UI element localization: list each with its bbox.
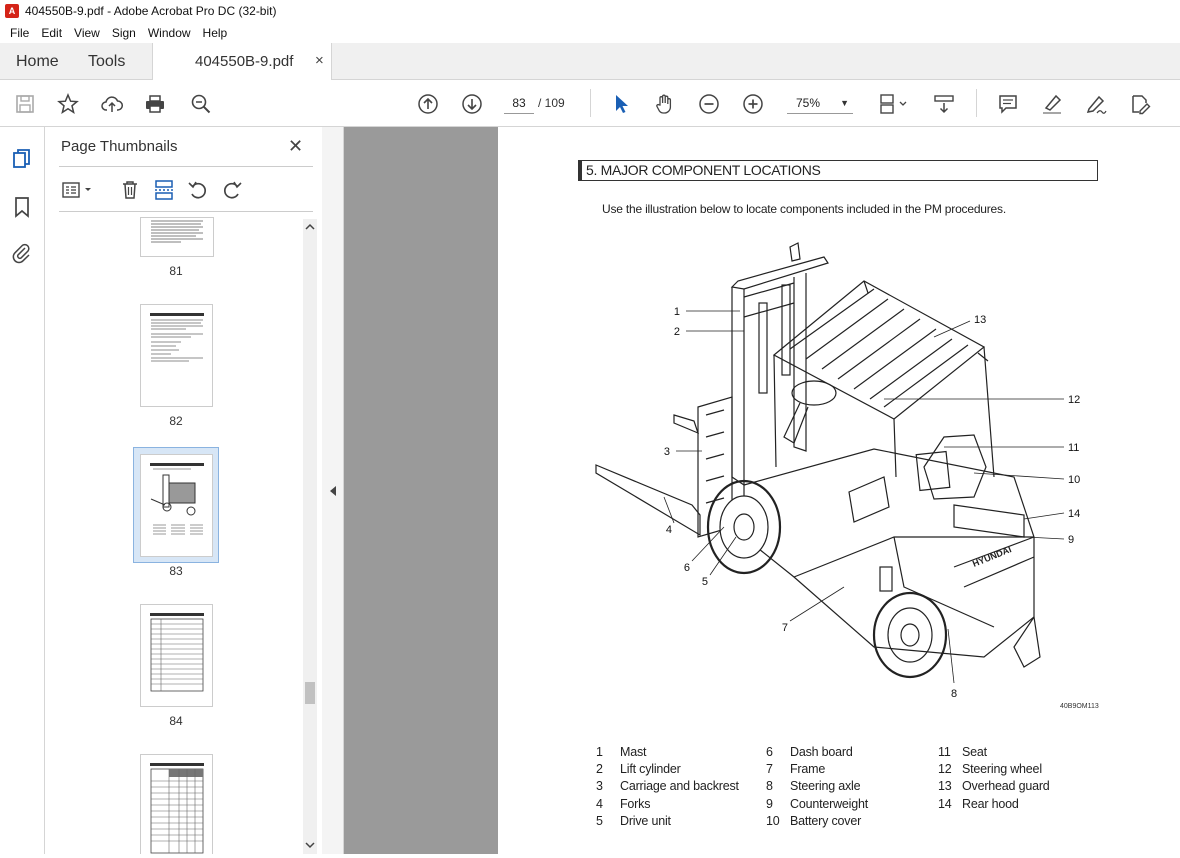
legend-item: 4 Forks xyxy=(596,796,651,811)
tab-tools[interactable]: Tools xyxy=(88,53,126,70)
zoom-level-dropdown[interactable] xyxy=(787,92,853,114)
comment-icon[interactable] xyxy=(996,92,1020,116)
select-cursor-icon[interactable] xyxy=(609,92,633,116)
callout-11: 11 xyxy=(1068,442,1080,454)
thumbnail-page-number: 82 xyxy=(169,414,183,428)
callout-9: 9 xyxy=(1068,534,1075,546)
bookmarks-icon[interactable] xyxy=(10,195,34,219)
save-icon[interactable] xyxy=(13,92,37,116)
menu-help[interactable]: Help xyxy=(202,25,228,40)
panel-title: Page Thumbnails xyxy=(61,138,178,155)
callout-6: 6 xyxy=(683,562,690,574)
acrobat-logo-icon: A xyxy=(5,4,19,18)
thumbnails-panel xyxy=(45,127,322,854)
callout-4: 4 xyxy=(665,524,672,536)
zoom-in-icon[interactable] xyxy=(741,92,765,116)
callout-13: 13 xyxy=(974,314,987,326)
legend-item: 2 Lift cylinder xyxy=(596,762,681,777)
window-title: 404550B-9.pdf - Adobe Acrobat Pro DC (32-bit) xyxy=(25,4,277,18)
menu-window[interactable]: Window xyxy=(147,25,191,40)
zoom-level-value: 75% xyxy=(796,96,821,110)
thumbnail-options-icon[interactable] xyxy=(61,180,97,200)
menu-file[interactable]: File xyxy=(10,25,30,40)
legend-item: 9 Counterweight xyxy=(766,796,869,811)
panel-divider xyxy=(59,211,313,212)
legend-column-1 xyxy=(596,744,739,830)
callout-3: 3 xyxy=(663,446,670,458)
page-number-input[interactable]: 83 xyxy=(504,92,534,114)
callout-1: 1 xyxy=(673,306,680,318)
page-thumbnails-icon[interactable] xyxy=(10,147,34,171)
callout-12: 12 xyxy=(1068,394,1081,406)
intro-text: Use the illustration below to locate components included in the PM procedures. xyxy=(602,202,1006,216)
upload-cloud-icon[interactable] xyxy=(100,92,124,116)
panel-splitter[interactable] xyxy=(322,127,344,854)
callout-2: 2 xyxy=(673,326,680,338)
toolbar-divider xyxy=(976,89,977,117)
legend-item: 3 Carriage and backrest xyxy=(596,779,739,794)
legend-item: 5 Drive unit xyxy=(596,813,671,828)
title-bar xyxy=(0,0,1180,22)
callout-10: 10 xyxy=(1068,474,1081,486)
page-thumbnail[interactable] xyxy=(140,604,213,707)
close-icon[interactable]: ✕ xyxy=(288,136,304,156)
legend-item: 11 Seat xyxy=(938,745,987,759)
highlight-pen-icon[interactable] xyxy=(1040,92,1064,116)
close-tab-icon[interactable]: × xyxy=(315,52,324,69)
section-title: 5. MAJOR COMPONENT LOCATIONS xyxy=(578,160,1098,181)
page-total: / 109 xyxy=(538,96,565,110)
legend-item: 7 Frame xyxy=(766,762,826,777)
menu-sign[interactable]: Sign xyxy=(111,25,136,40)
tab-document[interactable] xyxy=(152,43,332,81)
legend-item: 13 Overhead guard xyxy=(938,779,1050,794)
forklift-illustration xyxy=(594,237,1104,707)
collapse-panel-icon[interactable] xyxy=(329,485,337,497)
sign-pen-icon[interactable] xyxy=(1084,92,1108,116)
zoom-out-icon[interactable] xyxy=(697,92,721,116)
tab-bar xyxy=(0,43,1180,80)
thumbnails-scrollbar[interactable] xyxy=(303,219,317,854)
callout-5: 5 xyxy=(701,576,708,588)
scrollbar-thumb[interactable] xyxy=(305,682,315,704)
legend-item: 6 Dash board xyxy=(766,745,853,759)
menu-edit[interactable]: Edit xyxy=(41,25,63,40)
panel-toolbar xyxy=(59,177,313,203)
previous-page-icon[interactable] xyxy=(416,92,440,116)
hand-tool-icon[interactable] xyxy=(653,92,677,116)
print-icon[interactable] xyxy=(143,92,167,116)
extract-pages-icon[interactable] xyxy=(153,179,175,201)
legend-item: 1 Mast xyxy=(596,745,647,759)
toolbar-divider xyxy=(590,89,591,117)
callout-7: 7 xyxy=(781,622,788,634)
next-page-icon[interactable] xyxy=(460,92,484,116)
rotate-counterclockwise-icon[interactable] xyxy=(187,179,209,201)
scroll-mode-icon[interactable] xyxy=(931,92,957,116)
document-view[interactable] xyxy=(344,127,1180,854)
toolbar xyxy=(0,80,1180,127)
rotate-clockwise-icon[interactable] xyxy=(221,179,243,201)
callout-14: 14 xyxy=(1068,508,1081,520)
page-fit-icon[interactable] xyxy=(876,92,910,116)
bookmark-star-icon[interactable] xyxy=(56,92,80,116)
page-thumbnail[interactable] xyxy=(140,217,214,257)
svg-text:HYUNDAI: HYUNDAI xyxy=(971,544,1013,569)
page-thumbnail[interactable] xyxy=(140,304,213,407)
legend-item: 8 Steering axle xyxy=(766,779,861,794)
zoom-search-icon[interactable] xyxy=(189,92,213,116)
legend-column-2 xyxy=(766,744,868,830)
thumbnail-page-number: 84 xyxy=(169,714,183,728)
legend-column-3 xyxy=(938,744,1050,813)
left-rail xyxy=(0,127,45,854)
menu-bar xyxy=(0,22,1180,43)
legend-item: 12 Steering wheel xyxy=(938,762,1042,777)
thumbnail-page-number: 81 xyxy=(169,264,183,278)
scroll-down-icon[interactable] xyxy=(305,841,315,849)
page-thumbnail-current[interactable] xyxy=(140,454,213,557)
pdf-page xyxy=(498,127,1180,854)
attachments-icon[interactable] xyxy=(10,241,34,265)
tab-document-label: 404550B-9.pdf xyxy=(195,53,294,70)
chevron-down-icon: ▼ xyxy=(840,98,849,108)
page-thumbnail[interactable] xyxy=(140,754,213,854)
edit-pdf-icon[interactable] xyxy=(1128,92,1152,116)
figure-code: 40B9OM113 xyxy=(1060,703,1099,710)
callout-8: 8 xyxy=(950,688,958,700)
delete-page-icon[interactable] xyxy=(119,179,141,201)
legend-item: 14 Rear hood xyxy=(938,796,1019,811)
panel-divider xyxy=(59,166,313,167)
thumbnail-page-number: 83 xyxy=(169,564,183,578)
menu-view[interactable]: View xyxy=(74,25,100,40)
legend-item: 10 Battery cover xyxy=(766,813,862,828)
tab-home[interactable]: Home xyxy=(16,53,59,70)
scroll-up-icon[interactable] xyxy=(305,223,315,231)
